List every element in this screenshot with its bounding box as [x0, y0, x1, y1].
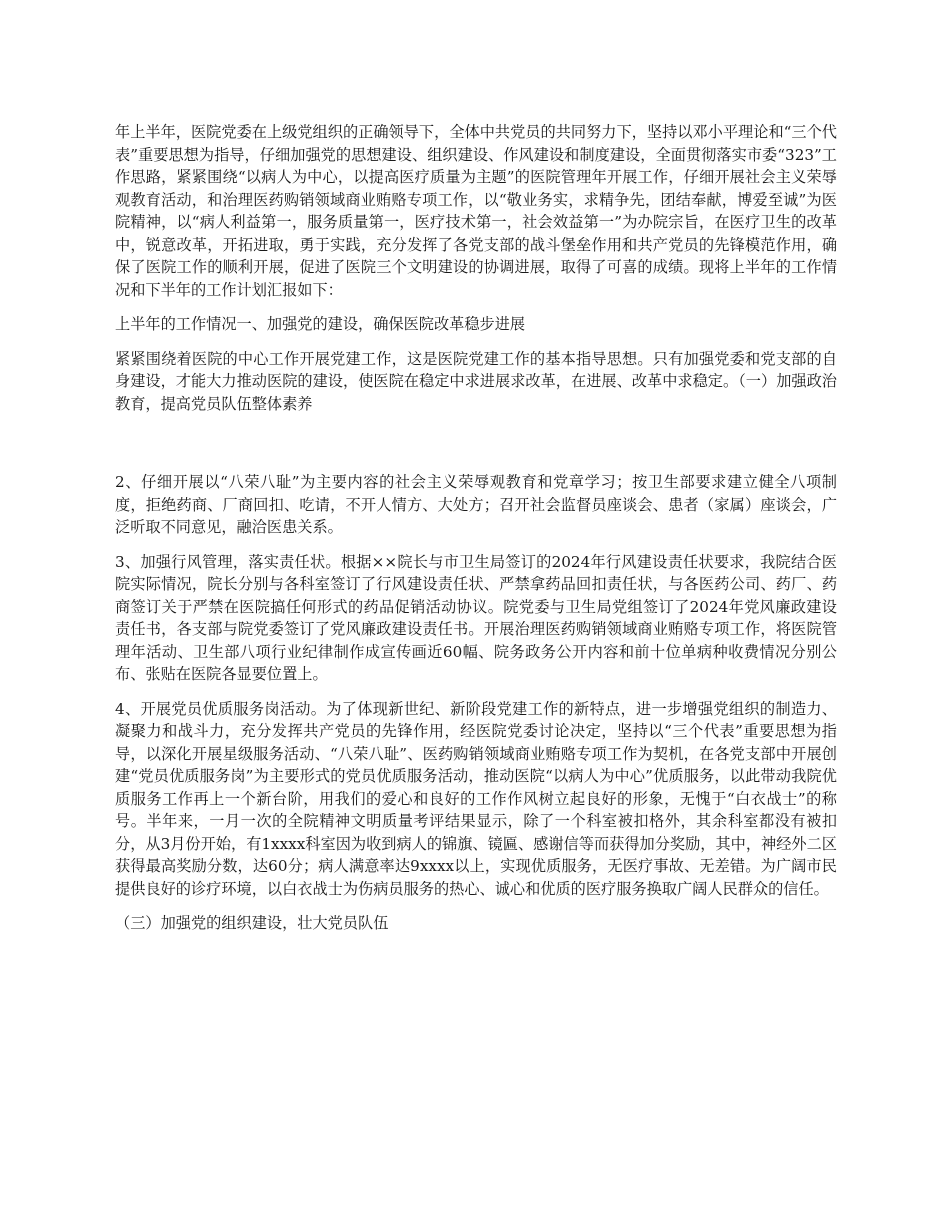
section-heading-first-half: 上半年的工作情况一、加强党的建设，确保医院改革稳步进展 [115, 315, 526, 333]
paragraph-item-2: 2、仔细开展以“八荣八耻”为主要内容的社会主义荣辱观教育和党章学习；按卫生部要求建立健全八项制度，拒绝药商、厂商回扣、吃请，不开人情方、大处方；召开社会监督员座谈会、患者（家属）座谈会，广泛听取不同意见，融洽医患关系。 [115, 473, 837, 536]
paragraph-party-building: 紧紧围绕着医院的中心工作开展党建工作，这是医院党建工作的基本指导思想。只有加强党委和党支部的自身建设，才能大力推动医院的建设，使医院在稳定中求进展求改革，在进展、改革中求稳定。（一）加强政治教育，提高党员队伍整体素养 [115, 349, 837, 413]
paragraph-intro: 年上半年，医院党委在上级党组织的正确领导下，全体中共党员的共同努力下，坚持以邓小平理论和“三个代表”重要思想为指导，仔细加强党的思想建设、组织建设、作风建设和制度建设，全面贯彻落实市委“323”工作思路，紧紧围绕“以病人为中心，以提高医疗质量为主题”的医院管理年开展工作，仔细开展社会主义荣辱观教育活动，和治理医药购销领域商业贿赂专项工作，以“敬业务实，求精争先，团结奉献，博爱至诚”为医院精神，以“病人利益第一，服务质量第一，医疗技术第一，社会效益第一”为办院宗旨，在医疗卫生的改革中，锐意改革，开拓进取，勇于实践，充分发挥了各党支部的战斗堡垒作用和共产党员的先锋模范作用，确保了医院工作的顺利开展，促进了医院三个文明建设的协调进展，取得了可喜的成绩。现将上半年的工作情况和下半年的工作计划汇报如下： [115, 123, 837, 299]
paragraph-item-3: 3、加强行风管理，落实责任状。根据××院长与市卫生局签订的2024年行风建设责任状要求，我院结合医院实际情况，院长分别与各科室签订了行风建设责任状、严禁拿药品回扣责任状，与各医药公司、药厂、药商签订关于严禁在医院搞任何形式的药品促销活动协议。院党委与卫生局党组签订了2024年党风廉政建设责任书，各支部与院党委签订了党风廉政建设责任书。开展治理医药购销领域商业贿赂专项工作，将医院管理年活动、卫生部八项行业纪律制作成宣传画近60幅、院务政务公开内容和前十位单病种收费情况分别公布、张贴在医院各显要位置上。 [115, 552, 837, 683]
section-heading-organization: （三）加强党的组织建设，壮大党员队伍 [115, 914, 389, 932]
document-page [115, 121, 837, 947]
blank-gap [115, 427, 837, 471]
paragraph-item-4: 4、开展党员优质服务岗活动。为了体现新世纪、新阶段党建工作的新特点，进一步增强党组织的制造力、凝聚力和战斗力，充分发挥共产党员的先锋作用，经医院党委讨论决定，坚持以“三个代表”重要思想为指导，以深化开展星级服务活动、“八荣八耻”、医药购销领域商业贿赂专项工作为契机，在各党支部中开展创建“党员优质服务岗”为主要形式的党员优质服务活动，推动医院“以病人为中心”优质服务，以此带动我院优质服务工作再上一个新台阶，用我们的爱心和良好的工作作风树立起良好的形象，无愧于“白衣战士”的称号。半年来，一月一次的全院精神文明质量考评结果显示，除了一个科室被扣格外，其余科室都没有被扣分，从3月份开始，有1xxxx科室因为收到病人的锦旗、镜匾、感谢信等而获得加分奖励，其中，神经外二区获得最高奖励分数，达60分；病人满意率达9xxxx以上，实现优质服务，无医疗事故、无差错。为广阔市民提供良好的诊疗环境，以白衣战士为伤病员服务的热心、诚心和优质的医疗服务换取广阔人民群众的信任。 [115, 699, 837, 898]
